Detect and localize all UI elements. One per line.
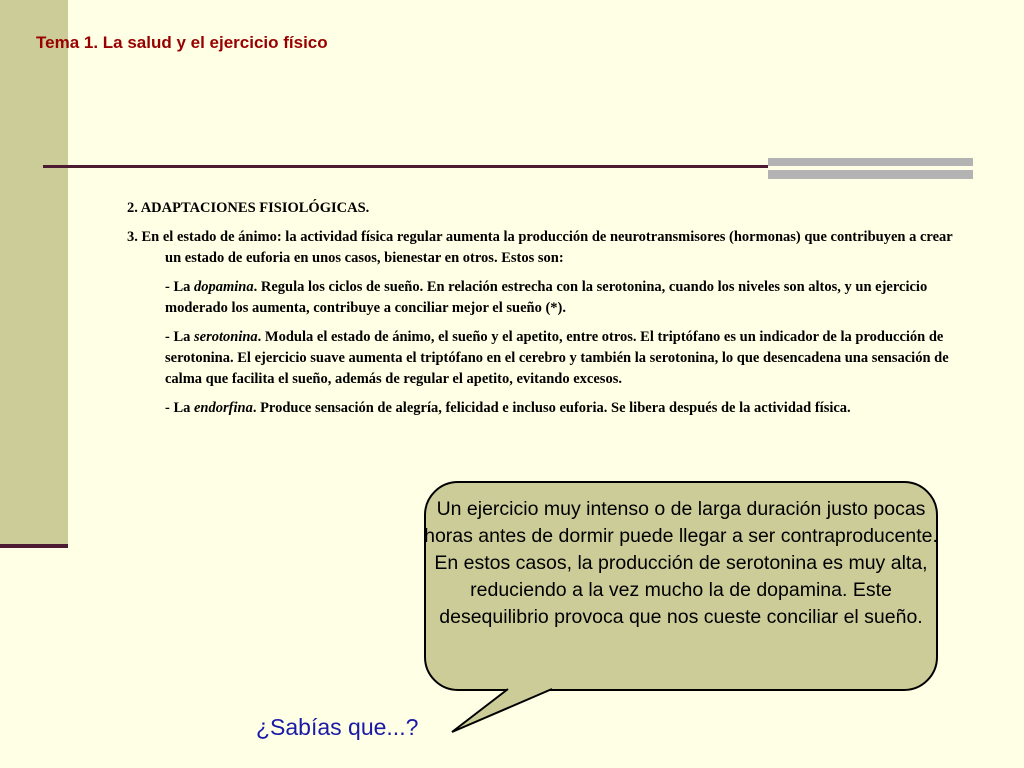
item-serotonina: - La serotonina. Modula el estado de ánimo, el sueño y el apetito, entre otros. El triptófano es un indicador de la producción de serotonina. El ejercicio suave aumenta el triptófano en el cerebro y también la serotonina, lo que desencadena una sensación de calma que facilita el sueño, además de regular el apetito, evitando excesos. bbox=[165, 329, 949, 387]
term-endorfina: endorfina bbox=[194, 400, 253, 416]
point-3: 3. En el estado de ánimo: la actividad física regular aumenta la producción de neurotransmisores (hormonas) que contribuyen a crear un estado de euforia en unos casos, bienestar en otros. Estos son: bbox=[127, 229, 953, 266]
header-rule-accent bbox=[768, 158, 973, 179]
left-sidebar-bar bbox=[0, 0, 68, 546]
speech-bubble-text: Un ejercicio muy intenso o de larga duración justo pocas horas antes de dormir puede llegar a ser contraproducente. En estos casos, la producción de serotonina es muy alta, reduciendo a la vez mucho la de dopamina. Este desequilibrio provoca que nos cueste conciliar el sueño. bbox=[424, 498, 938, 628]
header-rule bbox=[43, 165, 773, 168]
slide-title: Tema 1. La salud y el ejercicio físico bbox=[36, 33, 328, 52]
term-serotonina: serotonina bbox=[194, 329, 258, 345]
item-dopamina: - La dopamina. Regula los ciclos de sueño. En relación estrecha con la serotonina, cuando los niveles son altos, y un ejercicio moderado los aumenta, contribuye a conciliar mejor el sueño (*). bbox=[165, 279, 928, 316]
term-dopamina: dopamina bbox=[194, 279, 254, 295]
slide-body bbox=[127, 198, 967, 427]
sidebar-underline bbox=[0, 544, 68, 548]
sabias-que-caption: ¿Sabías que...? bbox=[256, 714, 419, 740]
section-heading: 2. ADAPTACIONES FISIOLÓGICAS. bbox=[127, 200, 370, 216]
item-endorfina: - La endorfina. Produce sensación de alegría, felicidad e incluso euforia. Se libera después de la actividad física. bbox=[165, 400, 851, 416]
